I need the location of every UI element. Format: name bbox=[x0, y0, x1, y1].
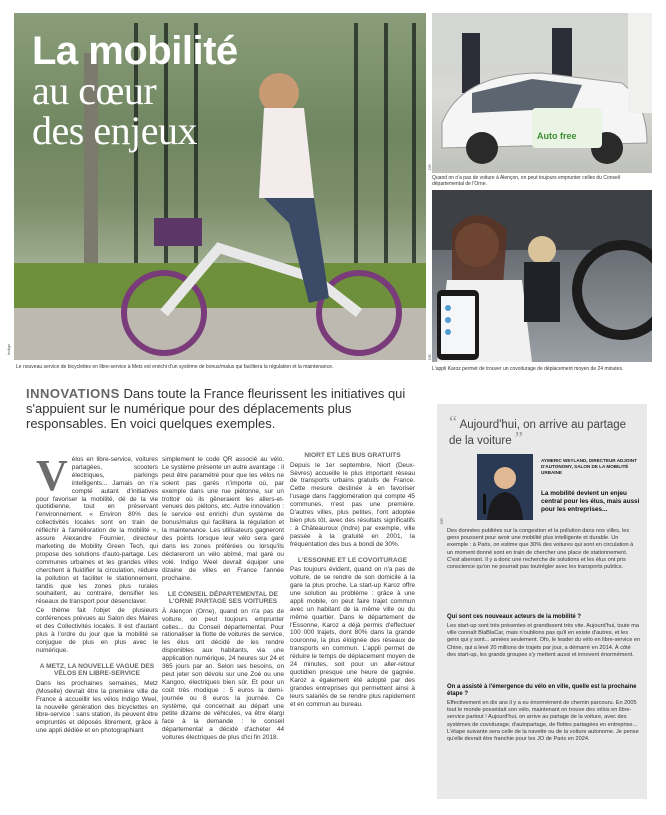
intro-lead: INNOVATIONS bbox=[26, 386, 120, 401]
col3-heading-essonne: L'ESSONNE ET LE COVOITURAGE bbox=[297, 556, 408, 564]
portrait-credit: DR bbox=[439, 518, 444, 524]
col2-heading-orne: LE CONSEIL DÉPARTEMENTAL DE L'ORNE PARTAGE SES VOITURES bbox=[167, 590, 279, 606]
author-name: AYMERIC WEYLAND, bbox=[541, 458, 588, 463]
col3-paragraph-2: Pas toujours évident, quand on n'a pas de voiture, de se rendre de son domicile à la gare la plus proche. La start-up Karoz offre une solution au problème : grâce à une appli mobile, on peut faire trajet commun avec un habitant de la même ville ou du même quartier. Dans le département de l'Essonne, Karoz a déjà permis d'effectuer 100 000 trajets, dont 80% dans la grande couronne, la plus éloignée des réseaux de transports en commun. L'appli permet de réduire le temps de déplacement moyen de 24 minutes, soit pour un aller-retour quotidien presque une heure de gagnée. Karoz a également été adopté par des grandes entreprises qui permettent ainsi à leurs salariés de se rendre plus rapidement et en commun au bureau. bbox=[290, 566, 415, 708]
col2-paragraph-1: simplement le code QR associé au vélo. Le système présente un autre avantage : il peut être paramétré pour que les vélos ne soient pas garés n'importe où, par exemple dans une rue piétonne, sur un trottoir où ils gêneraient les allers-et-venues des piétons, etc. Autre innovation : le service est enrichi d'un système de bonus/malus qui facilitera la régulation et la maintenance. Les utilisateurs gagneront des points lorsque leur vélo sera garé dans les zones préférées ou lorsqu'ils déclareront un vélo abîmé, mal garé ou volé. Indigo Weel devrait équiper une dizaine de villes en France l'année prochaine. bbox=[162, 456, 284, 582]
car-caption: Quand on n'a pas de voiture à Alençon, on peut toujours emprunter celles du Conseil départemental de l'Orne. bbox=[432, 175, 621, 187]
answer-1: Des données publiées sur la congestion et la pollution dans nos villes, les gens poussent pour avoir une mobilité plus intelligente et durable. Un exemple : à Paris, on estime que 30% des voitures qui sont en circulation à un moment donné sont en train de chercher une place de stationnement. C'est aberrant. Il y a donc une recherche de solutions et les élus ont pris conscience qu'on ne pourrait pas toutrégler avec les transports publics. bbox=[447, 528, 634, 571]
hero-title-line2: au cœur bbox=[32, 68, 157, 113]
question-3: On a assisté à l'émergence du vélo en ville, quelle est la prochaine étape ? bbox=[447, 684, 637, 698]
quote-text: Aujourd'hui, on arrive au partage de la voiture bbox=[449, 419, 627, 447]
hero-title bbox=[32, 31, 238, 151]
dropcap: V bbox=[36, 451, 68, 500]
author-portrait bbox=[477, 454, 533, 520]
column-3 bbox=[290, 452, 415, 709]
car-credit: DR bbox=[427, 164, 432, 170]
driver-photo bbox=[432, 190, 652, 362]
author-role: DIRECTEUR ADJOINT D'AUTONOMY, SALON DE LA MOBILITÉ URBAINE bbox=[541, 458, 637, 475]
article-intro bbox=[26, 386, 426, 431]
hero-title-line3: des enjeux bbox=[32, 108, 197, 153]
author-credit bbox=[541, 458, 641, 476]
interview-box bbox=[437, 404, 647, 799]
hero-photo bbox=[14, 13, 426, 360]
col1-paragraph-3: Dans les prochaines semaines, Metz (Moselle) devrait être la première ville de France à accueillir les vélos Indigo Weel, la nouvelle génération des bicyclettes en libre-service : sans station, ils peuvent être empruntés et déposés librement, grâce à une appli dédiée et en photographiant bbox=[36, 679, 158, 735]
driver-credit: DR bbox=[427, 354, 432, 360]
column-2 bbox=[162, 456, 284, 743]
car-photo bbox=[432, 13, 652, 173]
col3-paragraph-1: Depuis le 1er septembre, Niort (Deux-Sèvres) accueille le plus important réseau de transports urbains gratuits de France. Cette mesure destinée à en favoriser l'usage dans l'agglomération qui compte 45 communes, n'est pas une première. D'autres villes, plus petites, l'ont adoptée bien plus tôt, avec des résultats significatifs : à Châteauroux (Indre) par exemple, ville passée à la gratuité en 2001, la fréquentation des bus a bondi de 30%. bbox=[290, 461, 415, 548]
answer-3: Effectivement en dix ans il y a eu énormément de chemin parcouru. En 2005 tout le monde possédait son vélo, maintenant on trouve des vélos en libre-service partout ! Aujourd'hui, on arrive au partage de la voiture, avec des systèmes de covoiturage, d'autopartage, de flottes partagées en entreprise... L'étape suivante sera celle de la navette ou de la voiture autonome. Je pense qu'elle devrait être franchie pour les JO de Paris en 2024. bbox=[447, 700, 639, 743]
answer-2: Les start-up sont très présentes et grandissent très vite. Aujourd'hui, toute ma ville connaît BlaBlaCar, mais n'oublions pas qu'il en existe d'autres, et les gens qui y sont... années seulement. Ofo, le leader du vélo en libre-service en Chine, qui a levé 20 millions de trajets par jour, a démarré en 2014. À côté des start-up, les grands groupes s'y mettent aussi et innovent énormément. bbox=[447, 623, 641, 658]
intro-text: Dans toute la France fleurissent les initiatives qui s'appuient sur le numérique pour des déplacements plus responsables. En voici quelques exemples. bbox=[26, 386, 406, 431]
column-1 bbox=[36, 451, 158, 736]
auto-free-sign: Auto free bbox=[537, 131, 577, 141]
interview-quote bbox=[449, 412, 639, 448]
close-quote-icon: ” bbox=[514, 428, 523, 448]
col1-paragraph-1: élos en libre-service, voitures partagées, scooters électriques, parkings intelligents... Jamais on n'a compté autant d'initiatives pour favoriser la mobilité, dé de la vie quotidienne, tout en préservant l'environnement. « Environ 80% des collectivités locales sont en train de réfléchir à l'amélioration de la mobilité », assure Alexandre Fournier, directeur marketing de Mobility Green Tech, qui propose des solutions d'auto-partage. Les communes urbaines et les grandes villes cherchent à fluidifier la circulation, réduire la pollution et faciliter le stationnement, tandis que les zones plus rurales souhaitent, au contraire, densifier les réseaux de transport pour désenclaver. bbox=[36, 456, 158, 606]
col1-heading-metz: A METZ, LA NOUVELLE VAGUE DES VÉLOS EN LIBRE-SERVICE bbox=[39, 662, 155, 678]
col1-paragraph-2: Ce thème fait l'objet de plusieurs conférences prévues au Salon des Maires et des Collectivités locales. Il est d'autant plus à l'ordre du jour que la mobilité se conjugue de plus en plus avec le numérique. bbox=[36, 607, 158, 654]
question-2: Qui sont ces nouveaux acteurs de la mobilité ? bbox=[447, 614, 582, 620]
open-quote-icon: “ bbox=[449, 412, 457, 432]
driver-caption: L'appli Karoz permet de trouver un covoiturage de déplacement moyen de 24 minutes. bbox=[432, 366, 624, 372]
col2-paragraph-2: À Alençon (Orne), quand on n'a pas de voiture, on peut toujours emprunter celles... du Conseil départemental. Pour rationaliser la flotte de voitures de service, les élus ont décidé de les rendre disponibles aux habitants, via une application numérique, 24 heures sur 24 et 365 jours par an. Selon ses besoins, on peut jeter son dévolu sur une Zoé ou une Kangoo, électriques bien sûr. Et pour un coût très modique : 5 euros la demi-journée ou 8 euros la journée. Ce système, qui concernait au départ une petite dizaine de véhicules, va être élargi face à la demande : le conseil départemental a décidé d'acheter 44 voitures électriques de plus d'ici fin 2018. bbox=[162, 607, 284, 742]
driver-illustration bbox=[432, 190, 652, 362]
car-illustration bbox=[432, 13, 652, 173]
hero-credit: Indigo bbox=[6, 344, 11, 355]
col3-heading-niort: NIORT ET LES BUS GRATUITS bbox=[304, 452, 401, 459]
question-1: La mobilité devient un enjeu central pour les élus, mais aussi pour les entreprises... bbox=[541, 490, 640, 513]
hero-title-line1: La mobilité bbox=[32, 29, 238, 73]
hero-caption: Le nouveau service de bicyclettes en libre-service à Metz est enrichi d'un système de bonus/malus qui facilitera la régulation et la maintenance. bbox=[16, 364, 334, 370]
portrait-illustration bbox=[477, 454, 533, 520]
